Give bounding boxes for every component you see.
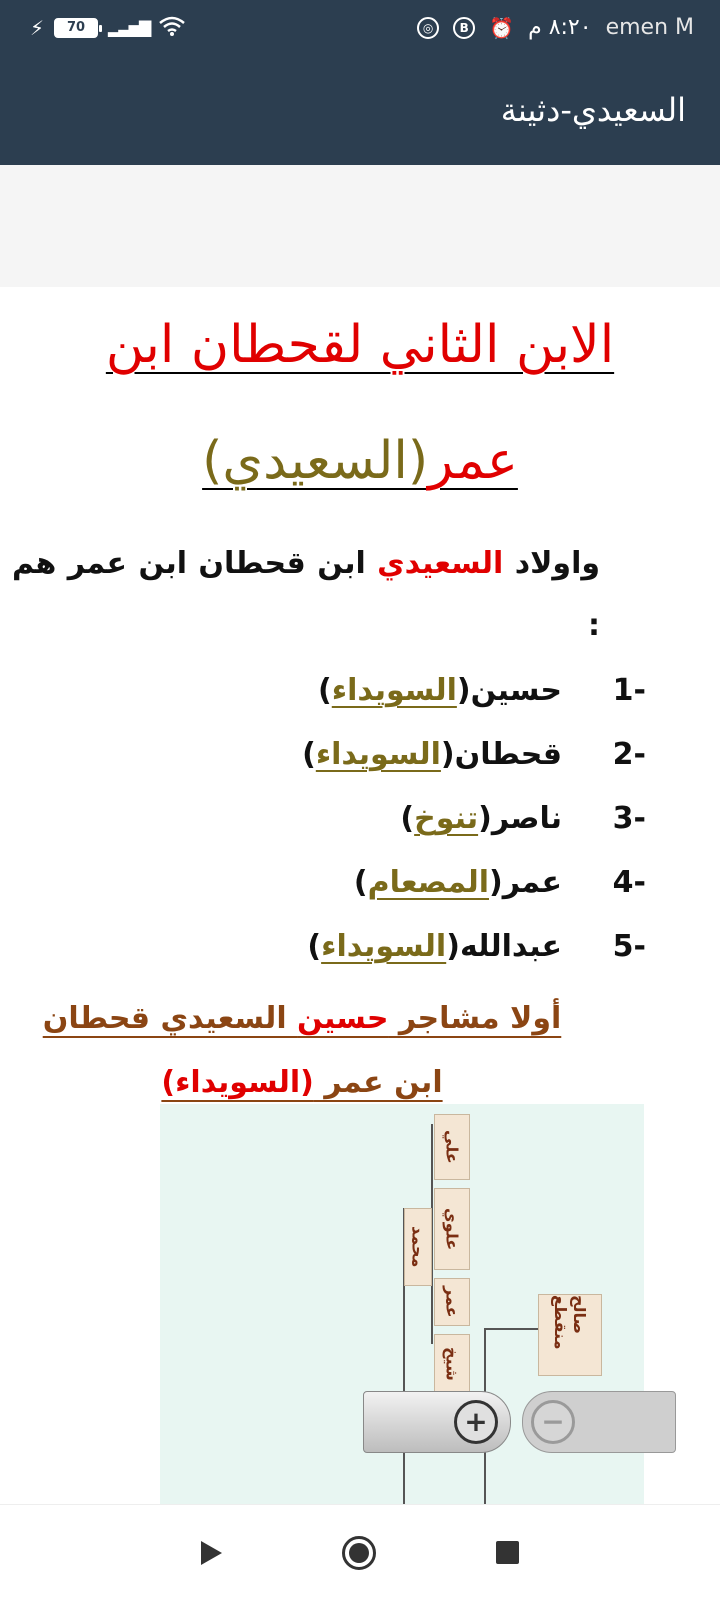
paren-open: ( bbox=[440, 737, 455, 772]
son-place: السويداء bbox=[331, 673, 457, 708]
list-number: 5- bbox=[612, 929, 646, 964]
list-number: 4- bbox=[612, 865, 646, 900]
heading-main: الابن الثاني لقحطان ابن عمر bbox=[105, 315, 615, 491]
carrier-name: emen M bbox=[605, 15, 694, 40]
zoom-out-button[interactable] bbox=[522, 1391, 676, 1453]
list-number: 3- bbox=[612, 801, 646, 836]
son-place: المصعام bbox=[367, 865, 489, 900]
paren-open: ( bbox=[446, 929, 460, 964]
list-item bbox=[0, 723, 646, 787]
list-number: 1- bbox=[612, 673, 646, 708]
article-content bbox=[0, 287, 720, 1504]
son-place: تنوخ bbox=[414, 801, 479, 836]
alarm-icon: ⏰ bbox=[489, 15, 515, 40]
son-name: ناصر bbox=[491, 801, 562, 836]
section-place: (السويداء) bbox=[161, 1065, 314, 1100]
wifi-icon bbox=[159, 16, 185, 39]
signal-icon: ▂▃▅▇ bbox=[108, 17, 150, 37]
status-left bbox=[30, 16, 185, 39]
paren-close: ) bbox=[318, 673, 332, 708]
son-name: قحطان bbox=[454, 737, 562, 772]
zoom-out-icon: − bbox=[531, 1400, 575, 1444]
article-heading bbox=[0, 287, 720, 519]
tree-node: علوي bbox=[434, 1188, 470, 1270]
son-place: السويداء bbox=[315, 737, 441, 772]
section-before: أولا مشاجر bbox=[388, 1001, 562, 1036]
tree-node: محمد bbox=[404, 1208, 432, 1286]
status-bar bbox=[0, 0, 720, 55]
paren-close: ) bbox=[400, 801, 415, 836]
paren-open: ( bbox=[489, 865, 503, 900]
list-number: 2- bbox=[612, 737, 646, 772]
son-name: عبدالله bbox=[459, 929, 562, 964]
charging-bolt-icon: ⚡ bbox=[30, 15, 45, 40]
tree-line bbox=[484, 1328, 538, 1330]
paren-open: ( bbox=[456, 673, 471, 708]
nav-back-icon[interactable] bbox=[201, 1541, 222, 1565]
clock-time: ٨:٢٠ م bbox=[528, 15, 592, 40]
tree-node: عمر bbox=[434, 1278, 470, 1326]
tree-node: صالح منقطع bbox=[538, 1294, 602, 1376]
system-nav-bar bbox=[0, 1504, 720, 1600]
son-name: حسين bbox=[470, 673, 562, 708]
tree-node: شيخ bbox=[434, 1334, 470, 1394]
intro-before: واولاد bbox=[503, 546, 601, 581]
app-title: السعيدي-دثينة bbox=[500, 91, 686, 129]
battery-icon: 70 bbox=[54, 18, 98, 38]
son-name: عمر bbox=[502, 865, 562, 900]
nav-home-icon[interactable] bbox=[342, 1536, 376, 1570]
intro-name: السعيدي bbox=[377, 546, 504, 581]
sons-list bbox=[0, 659, 720, 979]
bluetooth-b-icon: B bbox=[453, 17, 475, 39]
paren-close: ) bbox=[302, 737, 316, 772]
ad-placeholder bbox=[0, 165, 720, 287]
vpn-icon: ◎ bbox=[417, 17, 439, 39]
paren-close: ) bbox=[353, 865, 368, 900]
heading-name: (السعيدي) bbox=[202, 431, 429, 491]
list-item bbox=[0, 659, 646, 723]
intro-after: ابن قحطان ابن عمر هم : bbox=[12, 546, 600, 643]
app-bar bbox=[0, 55, 720, 165]
section-name: حسين bbox=[297, 1001, 389, 1036]
nav-recents-icon[interactable] bbox=[496, 1541, 519, 1564]
paren-close: ) bbox=[307, 929, 322, 964]
tree-node: علي bbox=[434, 1114, 470, 1180]
status-right bbox=[417, 15, 694, 40]
section-middle: السعيدي قحطان ابن عمر bbox=[42, 1001, 443, 1100]
list-item bbox=[0, 915, 646, 979]
paren-open: ( bbox=[478, 801, 492, 836]
list-item bbox=[0, 851, 646, 915]
section-title bbox=[0, 979, 720, 1115]
intro-paragraph bbox=[0, 519, 720, 657]
zoom-in-button[interactable] bbox=[363, 1391, 511, 1453]
son-place: السويداء bbox=[321, 929, 447, 964]
list-item bbox=[0, 787, 646, 851]
zoom-in-icon: + bbox=[454, 1400, 498, 1444]
